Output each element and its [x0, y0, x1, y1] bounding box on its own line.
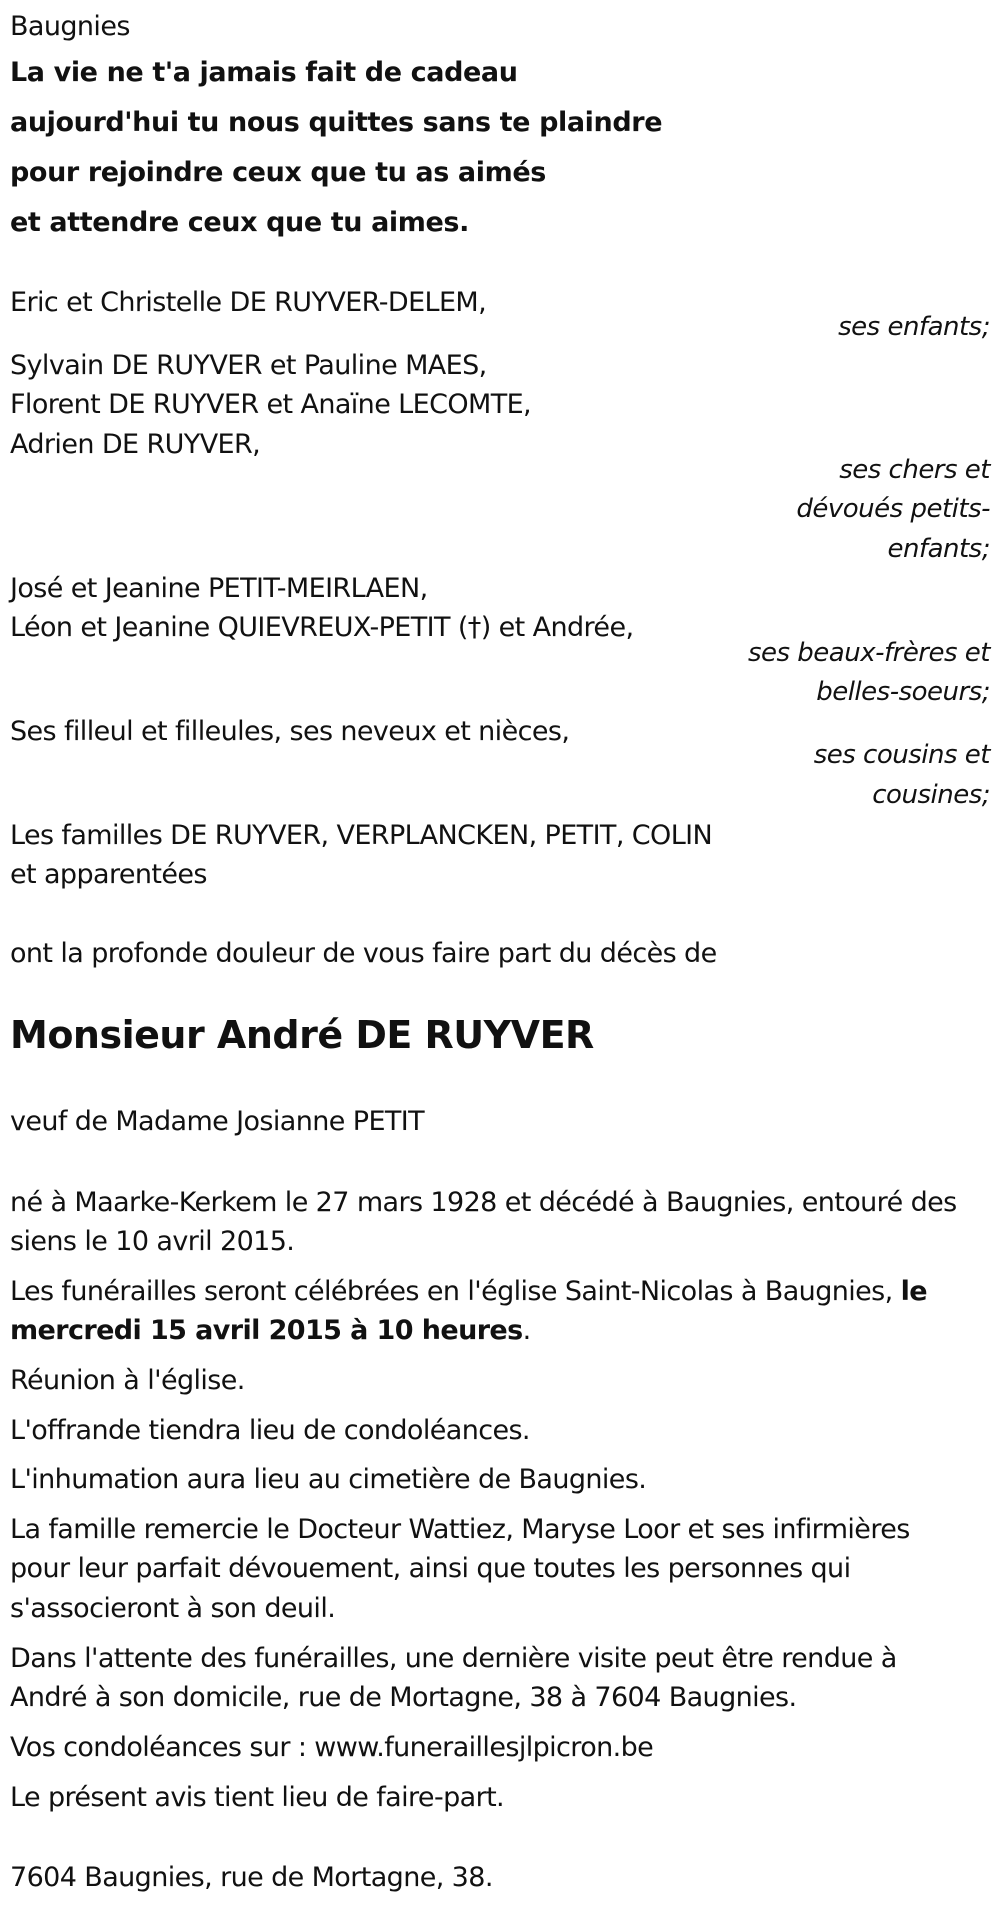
grandchild-name: Florent DE RUYVER et Anaïne LECOMTE, — [10, 389, 532, 420]
thanks-line: La famille remercie le Docteur Wattiez, Maryse Loor et ses infirmières — [10, 1514, 910, 1545]
deceased-name: Monsieur André DE RUYVER — [10, 1013, 594, 1057]
offering-info: L'offrande tiendra lieu de condoléances. — [10, 1415, 530, 1446]
condolences-info: Vos condoléances sur : www.funeraillesjlpicron.be — [10, 1732, 654, 1763]
cousins-role: ses cousins et — [813, 740, 990, 770]
families-line: Les familles DE RUYVER, VERPLANCKEN, PETIT, COLIN — [10, 820, 713, 851]
place-heading: Baugnies — [10, 11, 130, 42]
meeting-info: Réunion à l'église. — [10, 1365, 245, 1396]
visit-line: Dans l'attente des funérailles, une dernière visite peut être rendue à — [10, 1643, 897, 1674]
children-name: Eric et Christelle DE RUYVER-DELEM, — [10, 287, 487, 318]
in-law-name: Léon et Jeanine QUIEVREUX-PETIT (†) et Andrée, — [10, 612, 634, 643]
funeral-line — [10, 1272, 927, 1312]
in-laws-role: belles-soeurs; — [816, 677, 990, 707]
grandchild-name: Adrien DE RUYVER, — [10, 429, 261, 460]
funeral-end: . — [522, 1315, 531, 1346]
funeral-date-bold: mercredi 15 avril 2015 à 10 heures — [10, 1315, 523, 1346]
cousins-role: cousines; — [872, 780, 990, 810]
burial-info: L'inhumation aura lieu au cimetière de Baugnies. — [10, 1464, 647, 1495]
grandchildren-role: enfants; — [887, 534, 990, 564]
address: 7604 Baugnies, rue de Mortagne, 38. — [10, 1862, 493, 1893]
birth-death-line: siens le 10 avril 2015. — [10, 1226, 295, 1257]
visit-line: André à son domicile, rue de Mortagne, 38 à 7604 Baugnies. — [10, 1682, 797, 1713]
grandchildren-role: dévoués petits- — [796, 494, 990, 524]
poem-line: La vie ne t'a jamais fait de cadeau — [10, 57, 518, 88]
funeral-line — [10, 1311, 531, 1351]
grandchild-name: Sylvain DE RUYVER et Pauline MAES, — [10, 350, 487, 381]
thanks-line: pour leur parfait dévouement, ainsi que toutes les personnes qui — [10, 1553, 851, 1584]
grandchildren-role: ses chers et — [839, 455, 990, 485]
widower-of: veuf de Madame Josianne PETIT — [10, 1106, 425, 1137]
birth-death-line: né à Maarke-Kerkem le 27 mars 1928 et décédé à Baugnies, entouré des — [10, 1187, 957, 1218]
thanks-line: s'associeront à son deuil. — [10, 1593, 336, 1624]
children-role: ses enfants; — [838, 312, 990, 342]
in-law-name: José et Jeanine PETIT-MEIRLAEN, — [10, 573, 428, 604]
notice-info: Le présent avis tient lieu de faire-part. — [10, 1782, 505, 1813]
poem-line: pour rejoindre ceux que tu as aimés — [10, 157, 546, 188]
poem-line: et attendre ceux que tu aimes. — [10, 207, 469, 238]
families-line: et apparentées — [10, 859, 207, 890]
in-laws-role: ses beaux-frères et — [747, 638, 990, 668]
poem-line: aujourd'hui tu nous quittes sans te plaindre — [10, 107, 663, 138]
cousins-name: Ses filleul et filleules, ses neveux et nièces, — [10, 716, 570, 747]
announcement: ont la profonde douleur de vous faire part du décès de — [10, 938, 717, 969]
funeral-date-bold: le — [900, 1276, 927, 1307]
funeral-text: Les funérailles seront célébrées en l'église Saint-Nicolas à Baugnies, — [10, 1276, 901, 1307]
